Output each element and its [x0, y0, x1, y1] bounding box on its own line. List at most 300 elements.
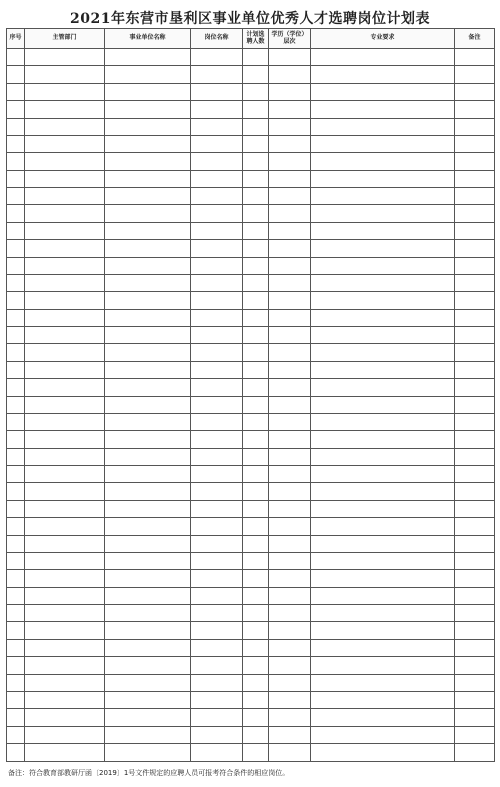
- table-row: [7, 448, 495, 465]
- table-body: [7, 49, 495, 762]
- table-cell: [243, 101, 269, 118]
- table-row: [7, 691, 495, 708]
- table-cell: [311, 674, 455, 691]
- table-cell: [269, 153, 311, 170]
- table-cell: [243, 431, 269, 448]
- table-row: [7, 170, 495, 187]
- table-cell: [311, 153, 455, 170]
- table-cell: [191, 344, 243, 361]
- table-row: [7, 344, 495, 361]
- table-row: [7, 726, 495, 743]
- table-cell: [191, 135, 243, 152]
- table-cell: [25, 205, 105, 222]
- table-row: [7, 709, 495, 726]
- table-cell: [311, 726, 455, 743]
- table-cell: [105, 744, 191, 762]
- table-row: [7, 483, 495, 500]
- header-row: [7, 29, 495, 49]
- table-cell: [455, 309, 495, 326]
- table-cell: [455, 657, 495, 674]
- table-cell: [191, 605, 243, 622]
- table-cell: [269, 674, 311, 691]
- table-cell: [7, 483, 25, 500]
- table-cell: [105, 344, 191, 361]
- table-row: [7, 431, 495, 448]
- table-cell: [25, 570, 105, 587]
- table-cell: [25, 344, 105, 361]
- table-cell: [243, 691, 269, 708]
- table-cell: [191, 518, 243, 535]
- table-row: [7, 257, 495, 274]
- table-cell: [25, 188, 105, 205]
- table-cell: [269, 222, 311, 239]
- table-cell: [311, 274, 455, 291]
- table-cell: [455, 535, 495, 552]
- table-cell: [243, 535, 269, 552]
- table-cell: [311, 431, 455, 448]
- table-cell: [105, 66, 191, 83]
- table-row: [7, 205, 495, 222]
- table-row: [7, 535, 495, 552]
- table-cell: [105, 448, 191, 465]
- table-cell: [269, 344, 311, 361]
- table-cell: [311, 344, 455, 361]
- table-cell: [311, 500, 455, 517]
- table-row: [7, 622, 495, 639]
- table-cell: [105, 309, 191, 326]
- table-cell: [7, 691, 25, 708]
- table-cell: [269, 240, 311, 257]
- table-cell: [455, 101, 495, 118]
- table-cell: [243, 587, 269, 604]
- table-cell: [243, 396, 269, 413]
- table-row: [7, 327, 495, 344]
- table-cell: [191, 396, 243, 413]
- table-row: [7, 101, 495, 118]
- table-cell: [311, 66, 455, 83]
- table-cell: [243, 518, 269, 535]
- table-cell: [311, 188, 455, 205]
- table-cell: [7, 222, 25, 239]
- table-row: [7, 396, 495, 413]
- table-cell: [269, 570, 311, 587]
- table-cell: [25, 135, 105, 152]
- table-cell: [105, 709, 191, 726]
- table-cell: [25, 483, 105, 500]
- table-cell: [269, 257, 311, 274]
- table-cell: [105, 327, 191, 344]
- table-cell: [311, 622, 455, 639]
- table-cell: [191, 205, 243, 222]
- table-cell: [25, 257, 105, 274]
- table-cell: [455, 344, 495, 361]
- table-row: [7, 135, 495, 152]
- table-cell: [7, 257, 25, 274]
- table-cell: [269, 587, 311, 604]
- table-cell: [191, 327, 243, 344]
- table-cell: [455, 709, 495, 726]
- table-cell: [269, 361, 311, 378]
- table-cell: [7, 240, 25, 257]
- table-cell: [7, 205, 25, 222]
- table-cell: [25, 153, 105, 170]
- table-cell: [25, 448, 105, 465]
- table-cell: [243, 744, 269, 762]
- table-cell: [455, 622, 495, 639]
- table-cell: [191, 49, 243, 66]
- table-cell: [7, 587, 25, 604]
- table-cell: [191, 570, 243, 587]
- table-cell: [269, 744, 311, 762]
- table-cell: [243, 222, 269, 239]
- table-cell: [269, 622, 311, 639]
- table-cell: [191, 639, 243, 656]
- table-cell: [243, 188, 269, 205]
- table-cell: [269, 431, 311, 448]
- table-cell: [25, 413, 105, 430]
- table-cell: [105, 483, 191, 500]
- table-cell: [25, 535, 105, 552]
- table-cell: [455, 153, 495, 170]
- table-cell: [243, 135, 269, 152]
- table-cell: [243, 674, 269, 691]
- table-cell: [269, 483, 311, 500]
- table-cell: [455, 431, 495, 448]
- table-cell: [191, 709, 243, 726]
- table-cell: [7, 135, 25, 152]
- table-row: [7, 639, 495, 656]
- table-cell: [311, 657, 455, 674]
- table-cell: [311, 49, 455, 66]
- table-cell: [105, 657, 191, 674]
- col-header-remark: 备注: [455, 29, 495, 49]
- table-cell: [455, 396, 495, 413]
- table-cell: [105, 431, 191, 448]
- table-cell: [105, 535, 191, 552]
- table-row: [7, 309, 495, 326]
- table-cell: [25, 396, 105, 413]
- table-cell: [25, 327, 105, 344]
- table-cell: [7, 744, 25, 762]
- table-cell: [25, 222, 105, 239]
- col-header-index: 序号: [7, 29, 25, 49]
- table-cell: [269, 518, 311, 535]
- table-cell: [243, 49, 269, 66]
- table-cell: [25, 552, 105, 569]
- table-cell: [105, 639, 191, 656]
- table-cell: [105, 413, 191, 430]
- col-header-count: 计划选聘人数: [243, 29, 269, 49]
- table-cell: [269, 101, 311, 118]
- table-cell: [25, 274, 105, 291]
- table-cell: [243, 361, 269, 378]
- table-cell: [7, 188, 25, 205]
- table-cell: [269, 709, 311, 726]
- table-cell: [25, 101, 105, 118]
- table-cell: [105, 587, 191, 604]
- table-cell: [455, 188, 495, 205]
- table-cell: [191, 431, 243, 448]
- table-cell: [455, 744, 495, 762]
- table-row: [7, 674, 495, 691]
- table-cell: [25, 674, 105, 691]
- table-cell: [269, 135, 311, 152]
- table-cell: [243, 344, 269, 361]
- table-cell: [243, 709, 269, 726]
- table-cell: [243, 726, 269, 743]
- table-cell: [25, 709, 105, 726]
- table-cell: [191, 188, 243, 205]
- table-cell: [191, 413, 243, 430]
- table-cell: [243, 66, 269, 83]
- table-cell: [455, 66, 495, 83]
- table-cell: [191, 66, 243, 83]
- table-cell: [243, 309, 269, 326]
- table-cell: [311, 570, 455, 587]
- table-cell: [105, 118, 191, 135]
- table-cell: [25, 726, 105, 743]
- table-cell: [243, 379, 269, 396]
- table-cell: [243, 570, 269, 587]
- table-cell: [311, 257, 455, 274]
- table-cell: [243, 274, 269, 291]
- table-cell: [243, 448, 269, 465]
- table-row: [7, 153, 495, 170]
- table-cell: [7, 518, 25, 535]
- table-cell: [269, 466, 311, 483]
- table-cell: [269, 83, 311, 100]
- table-cell: [455, 49, 495, 66]
- col-header-major: 专业要求: [311, 29, 455, 49]
- table-cell: [455, 222, 495, 239]
- table-cell: [25, 431, 105, 448]
- table-cell: [25, 587, 105, 604]
- table-row: [7, 413, 495, 430]
- table-cell: [243, 257, 269, 274]
- table-cell: [311, 83, 455, 100]
- table-cell: [269, 327, 311, 344]
- table-cell: [455, 605, 495, 622]
- table-cell: [243, 170, 269, 187]
- table-cell: [455, 639, 495, 656]
- table-cell: [243, 292, 269, 309]
- table-cell: [311, 292, 455, 309]
- table-cell: [455, 135, 495, 152]
- table-cell: [105, 49, 191, 66]
- table-cell: [105, 240, 191, 257]
- table-cell: [7, 570, 25, 587]
- table-cell: [455, 448, 495, 465]
- table-cell: [455, 292, 495, 309]
- table-cell: [269, 66, 311, 83]
- table-cell: [311, 744, 455, 762]
- table-cell: [311, 396, 455, 413]
- table-cell: [243, 622, 269, 639]
- table-cell: [191, 292, 243, 309]
- table-cell: [105, 222, 191, 239]
- table-cell: [243, 118, 269, 135]
- table-cell: [311, 709, 455, 726]
- table-cell: [269, 691, 311, 708]
- table-cell: [243, 466, 269, 483]
- table-cell: [243, 639, 269, 656]
- table-cell: [105, 205, 191, 222]
- table-cell: [455, 170, 495, 187]
- table-cell: [311, 379, 455, 396]
- table-cell: [7, 361, 25, 378]
- table-cell: [191, 118, 243, 135]
- table-cell: [7, 535, 25, 552]
- table-cell: [191, 361, 243, 378]
- table-cell: [7, 101, 25, 118]
- table-cell: [25, 66, 105, 83]
- table-cell: [269, 205, 311, 222]
- table-row: [7, 188, 495, 205]
- table-cell: [243, 657, 269, 674]
- table-cell: [105, 101, 191, 118]
- table-cell: [7, 170, 25, 187]
- table-cell: [311, 448, 455, 465]
- table-cell: [7, 709, 25, 726]
- table-header: [7, 29, 495, 49]
- table-row: [7, 66, 495, 83]
- table-cell: [455, 483, 495, 500]
- table-row: [7, 222, 495, 239]
- table-cell: [311, 327, 455, 344]
- table-cell: [191, 222, 243, 239]
- table-cell: [269, 49, 311, 66]
- table-cell: [105, 361, 191, 378]
- table-cell: [7, 639, 25, 656]
- table-cell: [243, 327, 269, 344]
- table-cell: [269, 274, 311, 291]
- table-cell: [455, 552, 495, 569]
- table-cell: [25, 639, 105, 656]
- table-cell: [191, 587, 243, 604]
- table-cell: [25, 83, 105, 100]
- table-cell: [243, 483, 269, 500]
- table-cell: [25, 379, 105, 396]
- table-cell: [455, 691, 495, 708]
- table-row: [7, 49, 495, 66]
- table-cell: [243, 552, 269, 569]
- table-row: [7, 240, 495, 257]
- table-cell: [105, 257, 191, 274]
- table-cell: [105, 674, 191, 691]
- table-cell: [191, 726, 243, 743]
- table-row: [7, 466, 495, 483]
- table-row: [7, 274, 495, 291]
- table-cell: [7, 118, 25, 135]
- table-cell: [7, 379, 25, 396]
- table-cell: [311, 309, 455, 326]
- table-row: [7, 570, 495, 587]
- table-cell: [455, 83, 495, 100]
- table-cell: [25, 309, 105, 326]
- table-cell: [25, 657, 105, 674]
- col-header-unit: 事业单位名称: [105, 29, 191, 49]
- table-cell: [455, 674, 495, 691]
- table-cell: [105, 552, 191, 569]
- table-cell: [7, 327, 25, 344]
- table-row: [7, 118, 495, 135]
- table-cell: [311, 118, 455, 135]
- table-cell: [25, 361, 105, 378]
- table-cell: [243, 83, 269, 100]
- table-cell: [191, 674, 243, 691]
- table-row: [7, 83, 495, 100]
- table-cell: [311, 483, 455, 500]
- col-header-degree: 学历（学位）层次: [269, 29, 311, 49]
- table-cell: [105, 518, 191, 535]
- table-cell: [191, 257, 243, 274]
- table-cell: [105, 396, 191, 413]
- table-row: [7, 292, 495, 309]
- table-cell: [191, 552, 243, 569]
- table-cell: [191, 466, 243, 483]
- table-cell: [25, 744, 105, 762]
- table-cell: [7, 657, 25, 674]
- table-cell: [269, 170, 311, 187]
- table-cell: [105, 570, 191, 587]
- table-cell: [311, 605, 455, 622]
- table-cell: [105, 500, 191, 517]
- table-cell: [7, 49, 25, 66]
- table-cell: [269, 292, 311, 309]
- table-cell: [311, 205, 455, 222]
- table-cell: [269, 379, 311, 396]
- table-cell: [191, 691, 243, 708]
- table-cell: [7, 344, 25, 361]
- table-cell: [311, 639, 455, 656]
- table-cell: [243, 240, 269, 257]
- table-cell: [455, 726, 495, 743]
- table-row: [7, 500, 495, 517]
- table-cell: [311, 466, 455, 483]
- table-cell: [191, 240, 243, 257]
- table-cell: [455, 361, 495, 378]
- table-cell: [455, 379, 495, 396]
- table-cell: [105, 726, 191, 743]
- table-row: [7, 587, 495, 604]
- table-cell: [311, 413, 455, 430]
- table-cell: [455, 500, 495, 517]
- col-header-dept: 主管部门: [25, 29, 105, 49]
- table-cell: [25, 622, 105, 639]
- table-cell: [7, 274, 25, 291]
- table-cell: [311, 135, 455, 152]
- table-cell: [191, 83, 243, 100]
- table-cell: [191, 744, 243, 762]
- table-cell: [191, 622, 243, 639]
- table-cell: [269, 500, 311, 517]
- table-cell: [7, 726, 25, 743]
- table-cell: [311, 552, 455, 569]
- table-cell: [311, 587, 455, 604]
- table-cell: [269, 535, 311, 552]
- table-cell: [25, 466, 105, 483]
- col-header-post: 岗位名称: [191, 29, 243, 49]
- footnote: 备注：符合教育部教研厅函〔2019〕1号文件规定的应聘人员可报考符合条件的相应岗位。: [8, 769, 290, 777]
- table-row: [7, 744, 495, 762]
- table-cell: [455, 205, 495, 222]
- table-cell: [311, 222, 455, 239]
- table-cell: [311, 691, 455, 708]
- table-cell: [7, 448, 25, 465]
- table-cell: [7, 431, 25, 448]
- positions-table: [6, 28, 495, 762]
- table-cell: [25, 118, 105, 135]
